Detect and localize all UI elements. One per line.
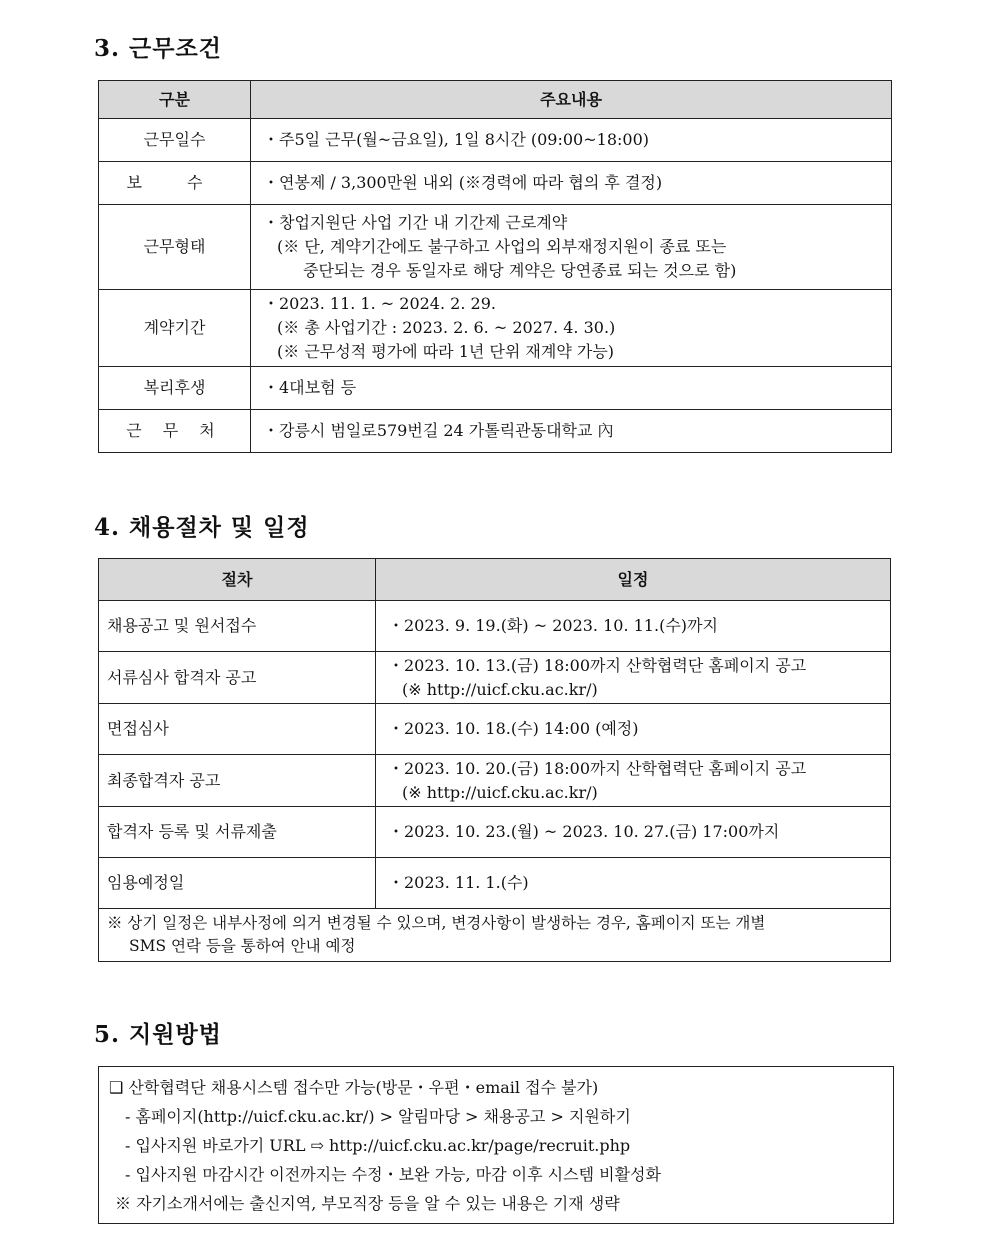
table-row: [99, 119, 892, 162]
application-sub-item: - 홈페이지(http://uicf.cku.ac.kr/) > 알림마당 > 채용공고 > 지원하기: [125, 1107, 631, 1126]
row-label: 합격자 등록 및 서류제출: [99, 807, 376, 858]
table-row: [99, 807, 891, 858]
table-row: [99, 205, 892, 290]
row-text: ・2023. 10. 23.(월) ~ 2023. 10. 27.(금) 17:00까지: [388, 822, 780, 841]
table-row: [99, 367, 892, 410]
section-4-title: 4. 채용절차 및 일정: [94, 514, 310, 541]
row-text: ・강릉시 범일로579번길 24 가톨릭관동대학교 內: [263, 421, 614, 440]
schedule-note-row: [99, 909, 891, 962]
table-header-content: 주요내용: [251, 81, 892, 119]
row-label: 근무일수: [99, 119, 251, 162]
table-header-step: 절차: [99, 559, 376, 601]
recruitment-schedule-table: [98, 558, 891, 962]
row-label: 채용공고 및 원서접수: [99, 601, 376, 652]
row-label: 임용예정일: [99, 858, 376, 909]
application-main-item: ❑ 산학협력단 채용시스템 접수만 가능(방문・우편・email 접수 불가): [109, 1078, 599, 1097]
table-row: [99, 162, 892, 205]
row-text: (※ 근무성적 평가에 따라 1년 단위 재계약 가능): [277, 342, 615, 361]
table-row: [99, 858, 891, 909]
table-row: [99, 290, 892, 367]
row-link-text: (※ http://uicf.cku.ac.kr/): [402, 679, 598, 699]
row-link-text: (※ http://uicf.cku.ac.kr/): [402, 782, 598, 802]
table-row: [99, 652, 891, 704]
application-sub-item: - 입사지원 바로가기 URL ⇨ http://uicf.cku.ac.kr/page/recruit.php: [125, 1136, 631, 1155]
work-conditions-table: [98, 80, 892, 453]
application-method-box: [98, 1066, 894, 1224]
row-text: ・2023. 10. 13.(금) 18:00까지 산학협력단 홈페이지 공고: [388, 655, 807, 675]
row-label: 보 수: [126, 173, 223, 192]
table-header-schedule: 일정: [376, 559, 891, 601]
row-label: 서류심사 합격자 공고: [99, 652, 376, 704]
row-label: 최종합격자 공고: [99, 755, 376, 807]
section-5-title: 5. 지원방법: [94, 1021, 222, 1048]
section-3-title: 3. 근무조건: [94, 35, 222, 62]
row-text: ・창업지원단 사업 기간 내 기간제 근로계약: [263, 213, 568, 232]
schedule-note-text: ※ 상기 일정은 내부사정에 의거 변경될 수 있으며, 변경사항이 발생하는 경우, 홈페이지 또는 개별: [107, 914, 766, 932]
row-label: 계약기간: [99, 290, 251, 367]
table-header-category: 구분: [99, 81, 251, 119]
application-note: ※ 자기소개서에는 출신지역, 부모직장 등을 알 수 있는 내용은 기재 생략: [115, 1194, 620, 1213]
row-text: ・2023. 11. 1.(수): [388, 873, 529, 892]
table-row: [99, 410, 892, 453]
row-label: 근무형태: [99, 205, 251, 290]
table-row: [99, 601, 891, 652]
row-label: 복리후생: [99, 367, 251, 410]
row-label: 면접심사: [99, 704, 376, 755]
row-text: 중단되는 경우 동일자로 해당 계약은 당연종료 되는 것으로 함): [303, 261, 737, 280]
row-label: 근 무 처: [126, 421, 223, 440]
row-text: ・2023. 10. 18.(수) 14:00 (예정): [388, 719, 639, 738]
application-sub-item: - 입사지원 마감시간 이전까지는 수정・보완 가능, 마감 이후 시스템 비활성화: [125, 1165, 661, 1184]
row-text: ・2023. 10. 20.(금) 18:00까지 산학협력단 홈페이지 공고: [388, 758, 807, 778]
row-text: ・2023. 9. 19.(화) ~ 2023. 10. 11.(수)까지: [388, 616, 718, 635]
row-text: ・2023. 11. 1. ~ 2024. 2. 29.: [263, 294, 496, 313]
row-text: (※ 단, 계약기간에도 불구하고 사업의 외부재정지원이 종료 또는: [277, 237, 727, 256]
row-text: ・주5일 근무(월~금요일), 1일 8시간 (09:00~18:00): [263, 130, 649, 149]
table-row: [99, 755, 891, 807]
row-text: ・4대보험 등: [263, 378, 357, 397]
schedule-note-text: SMS 연락 등을 통하여 안내 예정: [129, 937, 356, 955]
row-text: ・연봉제 / 3,300만원 내외 (※경력에 따라 협의 후 결정): [263, 173, 663, 192]
row-text: (※ 총 사업기간 : 2023. 2. 6. ~ 2027. 4. 30.): [277, 318, 616, 337]
table-row: [99, 704, 891, 755]
